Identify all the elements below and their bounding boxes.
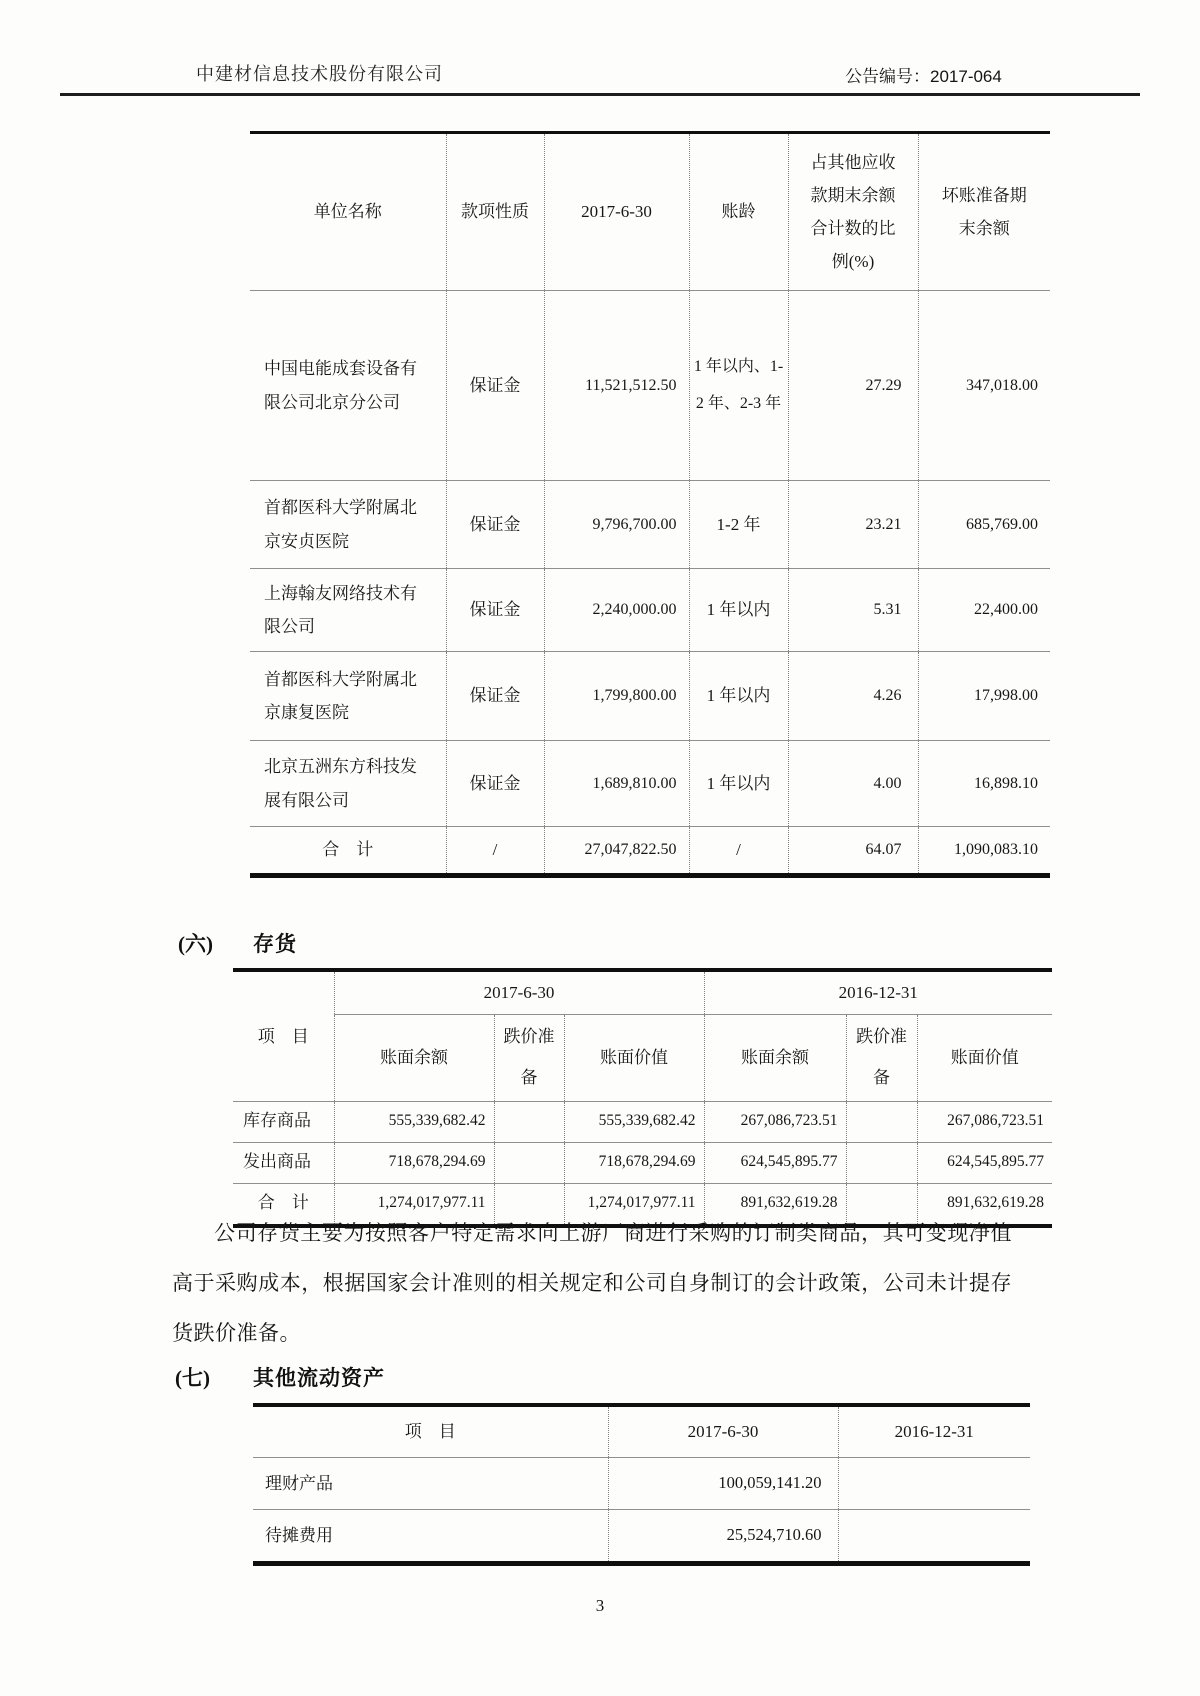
- column-header: 账面价值: [917, 1015, 1052, 1102]
- table-row: [233, 1142, 1052, 1183]
- cell-bad-debt: 685,769.00: [918, 481, 1050, 569]
- table-row: [250, 652, 1050, 741]
- cell-ratio: 4.00: [788, 741, 918, 827]
- cell-amount: 2,240,000.00: [544, 569, 689, 652]
- cell-bad-debt: 17,998.00: [918, 652, 1050, 741]
- column-header: 坏账准备期末余额: [918, 133, 1050, 291]
- cell-total-label: 合 计: [233, 1183, 334, 1226]
- cell-book-value: 1,274,017,977.11: [564, 1183, 704, 1226]
- cell-amount: 25,524,710.60: [608, 1510, 838, 1564]
- column-header-period: 2016-12-31: [704, 970, 1052, 1015]
- table-row: [233, 1101, 1052, 1142]
- cell-provision: [494, 1101, 564, 1142]
- cell-book-value: 555,339,682.42: [564, 1101, 704, 1142]
- column-header: 账面余额: [704, 1015, 846, 1102]
- cell-unit-name: 首都医科大学附属北京安贞医院: [250, 481, 446, 569]
- announcement-number: 公告编号：2017-064: [845, 67, 1002, 86]
- table-row: [253, 1458, 1030, 1510]
- cell-nature: 保证金: [446, 741, 544, 827]
- table-row: [250, 569, 1050, 652]
- cell-item: 库存商品: [243, 1111, 311, 1131]
- cell-nature: 保证金: [446, 569, 544, 652]
- cell-bad-debt: 1,090,083.10: [918, 827, 1050, 876]
- cell-amount: 11,521,512.50: [544, 291, 689, 481]
- column-header: 2017-6-30: [608, 1405, 838, 1458]
- cell-item: 理财产品: [265, 1473, 333, 1493]
- cell-book-balance: 624,545,895.77: [704, 1142, 846, 1183]
- cell-total-label: 合 计: [250, 827, 446, 876]
- cell-amount: 1,799,800.00: [544, 652, 689, 741]
- section-title: 存货: [253, 932, 297, 956]
- table-row: [250, 481, 1050, 569]
- table3-header-row: [253, 1405, 1030, 1458]
- cell-ratio: 64.07: [788, 827, 918, 876]
- cell-unit-name: 北京五洲东方科技发展有限公司: [250, 741, 446, 827]
- column-header-period: 2017-6-30: [334, 970, 704, 1015]
- cell-unit-name: 首都医科大学附属北京康复医院: [250, 652, 446, 741]
- table-row: [253, 1510, 1030, 1564]
- cell-amount: 100,059,141.20: [608, 1458, 838, 1510]
- cell-unit-name: 中国电能成套设备有限公司北京分公司: [264, 359, 417, 412]
- column-header: 账面价值: [564, 1015, 704, 1102]
- cell-bad-debt: 22,400.00: [918, 569, 1050, 652]
- column-header: 账龄: [689, 133, 788, 291]
- column-header: 项 目: [233, 970, 334, 1101]
- column-header: 跌价准备: [846, 1015, 917, 1102]
- section-index: (七): [175, 1366, 210, 1390]
- column-header: 跌价准备: [494, 1015, 564, 1102]
- cell-book-value: 891,632,619.28: [917, 1183, 1052, 1226]
- inventory-table: [233, 968, 1052, 1228]
- page-number: 3: [595, 1596, 605, 1615]
- table2-period-row: [233, 970, 1052, 1015]
- cell-book-balance: 267,086,723.51: [704, 1101, 846, 1142]
- other-current-assets-table: [253, 1403, 1030, 1566]
- cell-amount: 27,047,822.50: [544, 827, 689, 876]
- company-name: 中建材信息技术股份有限公司: [196, 64, 443, 84]
- cell-provision: [846, 1101, 917, 1142]
- cell-amount: 1,689,810.00: [544, 741, 689, 827]
- table1-header-row: [250, 133, 1050, 291]
- table-row: [250, 741, 1050, 827]
- cell-aging: 1 年以内、1-2 年、2-3 年: [689, 291, 788, 481]
- cell-book-balance: 1,274,017,977.11: [334, 1183, 494, 1226]
- cell-book-balance: 555,339,682.42: [334, 1101, 494, 1142]
- cell-item: 发出商品: [233, 1142, 334, 1183]
- cell-book-value: 267,086,723.51: [917, 1101, 1052, 1142]
- column-header: 2017-6-30: [544, 133, 689, 291]
- cell-ratio: 23.21: [788, 481, 918, 569]
- cell-aging: /: [689, 827, 788, 876]
- cell-book-balance: 718,678,294.69: [334, 1142, 494, 1183]
- cell-nature: 保证金: [446, 481, 544, 569]
- table-row: [250, 291, 1050, 481]
- other-receivables-table: [250, 131, 1050, 878]
- column-header: 单位名称: [250, 133, 446, 291]
- cell-book-balance: 891,632,619.28: [704, 1183, 846, 1226]
- column-header: 账面余额: [334, 1015, 494, 1102]
- cell-provision: [846, 1142, 917, 1183]
- section-index: (六): [178, 932, 213, 956]
- cell-amount: 9,796,700.00: [544, 481, 689, 569]
- header-divider: [60, 93, 1140, 96]
- cell-bad-debt: 16,898.10: [918, 741, 1050, 827]
- cell-aging: 1-2 年: [689, 481, 788, 569]
- cell-nature: /: [446, 827, 544, 876]
- cell-item: 待摊费用: [253, 1510, 608, 1564]
- section-title: 其他流动资产: [253, 1366, 385, 1390]
- cell-aging: 1 年以内: [689, 569, 788, 652]
- cell-ratio: 4.26: [788, 652, 918, 741]
- table2-subheader-row: [233, 1015, 1052, 1102]
- cell-provision: [494, 1142, 564, 1183]
- cell-nature: 保证金: [446, 291, 544, 481]
- cell-aging: 1 年以内: [689, 741, 788, 827]
- cell-aging: 1 年以内: [689, 652, 788, 741]
- table-total-row: [250, 827, 1050, 876]
- column-header: 款项性质: [446, 133, 544, 291]
- column-header: 2016-12-31: [838, 1405, 1030, 1458]
- cell-bad-debt: 347,018.00: [918, 291, 1050, 481]
- inventory-note-paragraph: 公司存货主要为按照客户特定需求向上游厂商进行采购的订制类商品，其可变现净值高于采购成本，根据国家会计准则的相关规定和公司自身制订的会计政策，公司未计提存货跌价准备。: [172, 1221, 1012, 1345]
- column-header: 项 目: [253, 1405, 608, 1458]
- column-header: 占其他应收款期末余额合计数的比例(%): [788, 133, 918, 291]
- cell-ratio: 27.29: [788, 291, 918, 481]
- cell-nature: 保证金: [446, 652, 544, 741]
- cell-book-value: 718,678,294.69: [564, 1142, 704, 1183]
- cell-ratio: 5.31: [788, 569, 918, 652]
- cell-book-value: 624,545,895.77: [917, 1142, 1052, 1183]
- cell-unit-name: 上海翰友网络技术有限公司: [250, 569, 446, 652]
- cell-amount: [838, 1510, 1030, 1564]
- cell-amount: [838, 1458, 1030, 1510]
